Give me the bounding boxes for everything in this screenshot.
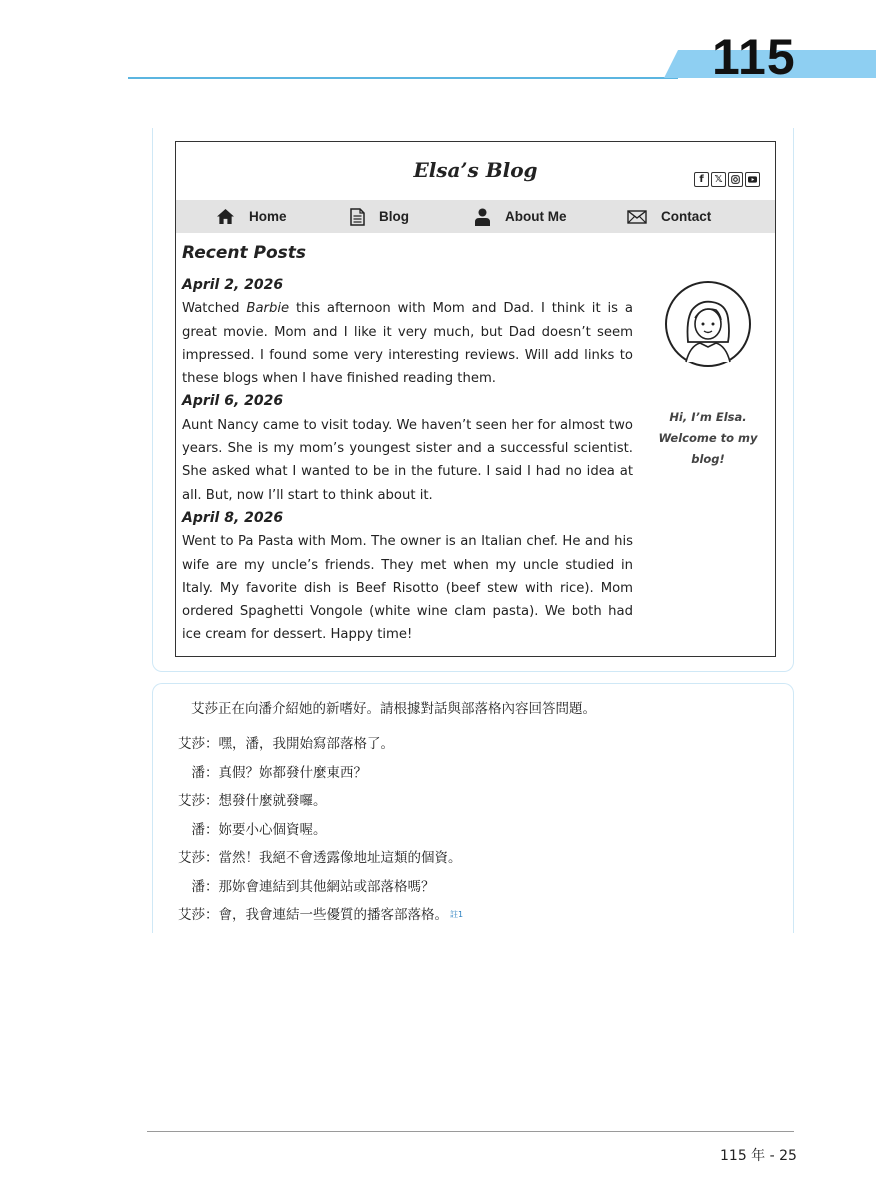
document-icon xyxy=(350,208,365,226)
nav-label-blog: Blog xyxy=(379,209,409,224)
post-date: April 6, 2026 xyxy=(182,393,284,410)
posts-list xyxy=(182,274,633,647)
nav-item-blog[interactable] xyxy=(350,200,409,233)
dialogue-line: 艾莎 ： 當然！我絕不會透露像地址這類的個資。 xyxy=(178,850,462,866)
envelope-icon xyxy=(627,210,647,224)
post-date: April 8, 2026 xyxy=(182,509,284,526)
dialogue-line: 艾莎 ： 嘿，潘，我開始寫部落格了。 xyxy=(178,736,394,752)
dialogue-line: 潘 ： 真假？妳都發什麼東西？ xyxy=(191,764,367,781)
post-body: Aunt Nancy came to visit today. We haven’t seen her for almost two years. She is my mom’s youngest sister and a successful scientist. She asked what I wanted to be in the future. I said I had no idea at all. But, now I’ll start to think about it. xyxy=(182,417,633,503)
footer-rule xyxy=(147,1131,794,1132)
person-icon xyxy=(474,208,491,226)
dialogue-line: 艾莎 ： 會，我會連結一些優質的播客部落格。 註1 xyxy=(161,904,463,933)
post-body: Watched Barbie this afternoon with Mom and Dad. I think it is a great movie. Mom and I like it very much, but Dad doesn’t seem impressed. I found some very interesting reviews. Will add links to these blogs when I have finished reading them. xyxy=(182,301,634,387)
home-icon xyxy=(216,208,235,225)
header-rule xyxy=(128,77,678,79)
nav-label-about: About Me xyxy=(505,209,567,224)
post-item xyxy=(182,274,633,390)
avatar xyxy=(664,280,752,368)
nav-item-about[interactable] xyxy=(474,200,567,233)
recent-posts-heading: Recent Posts xyxy=(182,243,307,263)
post-date: April 2, 2026 xyxy=(182,277,284,293)
post-item xyxy=(182,390,633,506)
blog-title: Elsa’s Blog xyxy=(413,158,538,182)
dialogue-line: 潘 ： 妳要小心個資喔。 xyxy=(191,821,327,838)
post-item xyxy=(182,507,633,647)
nav-label-home: Home xyxy=(249,209,287,224)
instagram-icon[interactable] xyxy=(728,172,743,187)
youtube-icon[interactable] xyxy=(745,172,760,187)
dialogue-line: 艾莎 ： 想發什麼就發囉。 xyxy=(178,793,327,809)
facebook-icon[interactable]: f xyxy=(694,172,709,187)
page-number: 115 年 - 25 xyxy=(720,1148,797,1164)
x-icon[interactable]: 𝕏 xyxy=(711,172,726,187)
nav-item-contact[interactable] xyxy=(627,200,711,233)
footnote-marker[interactable]: 註1 xyxy=(450,910,464,919)
social-icons xyxy=(694,172,760,187)
dialogue-line: 潘 ： 那妳會連結到其他網站或部落格嗎？ xyxy=(191,878,435,895)
dialogue-intro: 艾莎正在向潘介紹她的新嗜好。請根據對話與部落格內容回答問題。 xyxy=(191,701,596,717)
post-body: Went to Pa Pasta with Mom. The owner is an Italian chef. He and his wife are my uncle’s friends. They met when my uncle studied in Italy. My favorite dish is Beef Risotto (beef stew with rice). Mom ordered Spaghetti Vongole (white wine clam pasta). We both had ice cream for dessert. Happy time! xyxy=(182,534,633,643)
dialogue-lines xyxy=(161,733,463,933)
blog-nav xyxy=(176,200,775,233)
blog-mockup xyxy=(175,141,776,657)
nav-label-contact: Contact xyxy=(661,209,712,224)
greeting: Hi, I’m Elsa. Welcome to my blog! xyxy=(658,410,758,466)
nav-item-home[interactable] xyxy=(216,200,287,233)
exam-number: 115 xyxy=(712,29,796,85)
